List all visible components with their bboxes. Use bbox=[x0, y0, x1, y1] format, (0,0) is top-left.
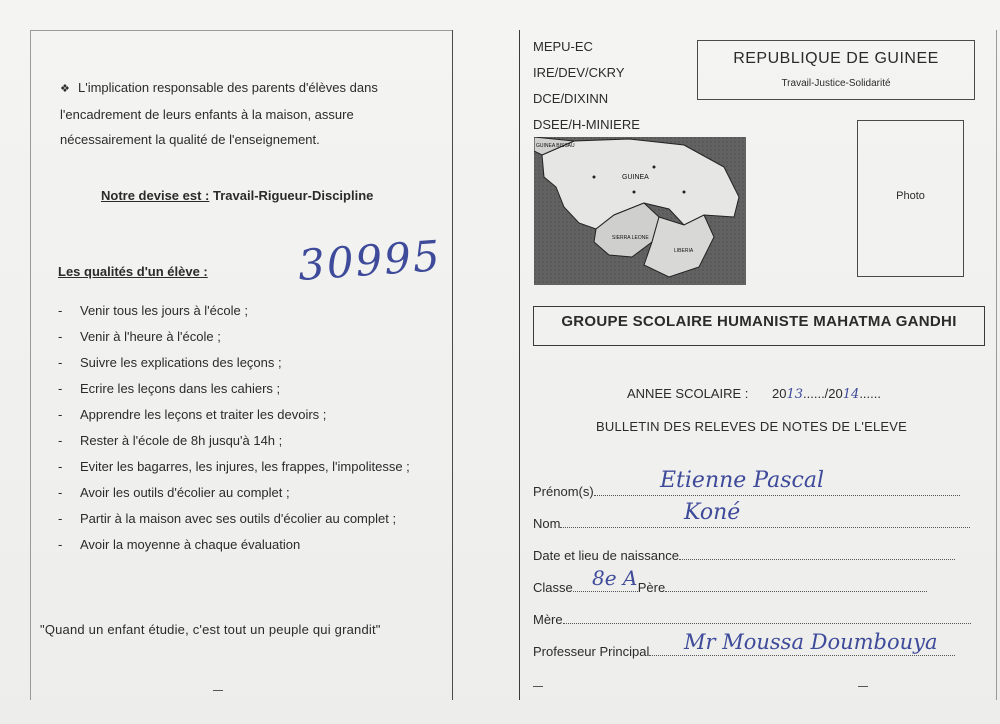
annee-start-printed: 20 bbox=[772, 386, 787, 401]
admin-line: DCE/DIXINN bbox=[533, 91, 609, 106]
list-item: - Apprendre les leçons et traiter les devoirs ; bbox=[58, 407, 327, 422]
republic-title: REPUBLIQUE DE GUINEE bbox=[733, 50, 939, 67]
qualities-list bbox=[58, 298, 410, 558]
motto-label: Notre devise est : bbox=[101, 188, 210, 203]
professeur-label: Professeur Principal bbox=[533, 644, 650, 659]
school-name: GROUPE SCOLAIRE HUMANISTE MAHATMA GANDHI bbox=[561, 313, 957, 330]
map-label-guinea-bissau: GUINEA BISSAU bbox=[536, 143, 575, 149]
mere-label: Mère bbox=[533, 612, 563, 627]
nom-value: Koné bbox=[684, 500, 741, 525]
map-label-guinea: GUINEA bbox=[622, 174, 649, 181]
fold-line bbox=[452, 30, 453, 700]
pere-label: Père bbox=[637, 580, 666, 595]
dash-mark bbox=[213, 690, 223, 691]
list-item: - Partir à la maison avec ses outils d'écolier au complet ; bbox=[58, 511, 397, 526]
diamond-bullet-icon: ❖ bbox=[60, 83, 70, 95]
prenom-value: Etienne Pascal bbox=[660, 468, 825, 493]
admin-line: MEPU-EC bbox=[533, 39, 593, 54]
naissance-field bbox=[533, 548, 955, 563]
list-item: - Avoir les outils d'écolier au complet ; bbox=[58, 485, 290, 500]
guinea-map-image bbox=[534, 137, 746, 285]
mere-field bbox=[533, 612, 971, 627]
list-item: - Venir à l'heure à l'école ; bbox=[58, 329, 221, 344]
left-border bbox=[30, 30, 31, 700]
right-edge-border bbox=[996, 30, 997, 700]
prenom-label: Prénom(s) bbox=[533, 484, 594, 499]
list-item: - Ecrire les leçons dans les cahiers ; bbox=[58, 381, 281, 396]
top-border bbox=[30, 30, 453, 31]
annee-end-handwritten: 14 bbox=[842, 387, 860, 402]
right-panel-border bbox=[519, 30, 520, 700]
motto bbox=[101, 188, 373, 203]
intro-paragraph bbox=[60, 75, 440, 152]
admin-line: IRE/DEV/CKRY bbox=[533, 65, 625, 80]
photo-label: Photo bbox=[896, 190, 925, 202]
bulletin-title: BULLETIN DES RELEVES DE NOTES DE L'ELEVE bbox=[596, 419, 908, 434]
intro-text: L'implication responsable des parents d'élèves dans l'encadrement de leurs enfants à la maison, assure nécessairement la qualité de l'enseignement. bbox=[60, 80, 378, 147]
dash-mark bbox=[858, 686, 868, 687]
administration-lines bbox=[533, 34, 640, 138]
map-label-liberia: LIBERIA bbox=[674, 248, 694, 254]
list-item: - Suivre les explications des leçons ; bbox=[58, 355, 282, 370]
nom-label: Nom bbox=[533, 516, 561, 531]
admin-line: DSEE/H-MINIERE bbox=[533, 117, 640, 132]
qualities-title: Les qualités d'un élève : bbox=[58, 264, 208, 279]
annee-start-handwritten: 13 bbox=[786, 387, 804, 402]
republic-box bbox=[697, 40, 975, 100]
list-item: - Eviter les bagarres, les injures, les frappes, l'impolitesse ; bbox=[58, 459, 410, 474]
republic-motto: Travail-Justice-Solidarité bbox=[781, 78, 891, 89]
annee-trail: ...... bbox=[859, 386, 881, 401]
annee-separator: ....../20 bbox=[803, 386, 843, 401]
annee-scolaire bbox=[627, 386, 881, 402]
proverb: "Quand un enfant étudie, c'est tout un peuple qui grandit" bbox=[40, 622, 381, 637]
motto-value: Travail-Rigueur-Discipline bbox=[213, 188, 374, 203]
classe-value: 8e A bbox=[592, 566, 638, 590]
handwritten-number: 30995 bbox=[296, 231, 444, 290]
professeur-value: Mr Moussa Doumbouya bbox=[684, 630, 938, 654]
annee-label: ANNEE SCOLAIRE : bbox=[627, 386, 749, 401]
list-item: - Venir tous les jours à l'école ; bbox=[58, 303, 248, 318]
map-label-sierra-leone: SIERRA LEONE bbox=[612, 235, 649, 241]
classe-label: Classe bbox=[533, 580, 573, 595]
naissance-label: Date et lieu de naissance bbox=[533, 548, 679, 563]
nom-field bbox=[533, 516, 970, 531]
dash-mark bbox=[533, 686, 543, 687]
list-item: - Avoir la moyenne à chaque évaluation bbox=[58, 537, 301, 552]
list-item: - Rester à l'école de 8h jusqu'à 14h ; bbox=[58, 433, 283, 448]
